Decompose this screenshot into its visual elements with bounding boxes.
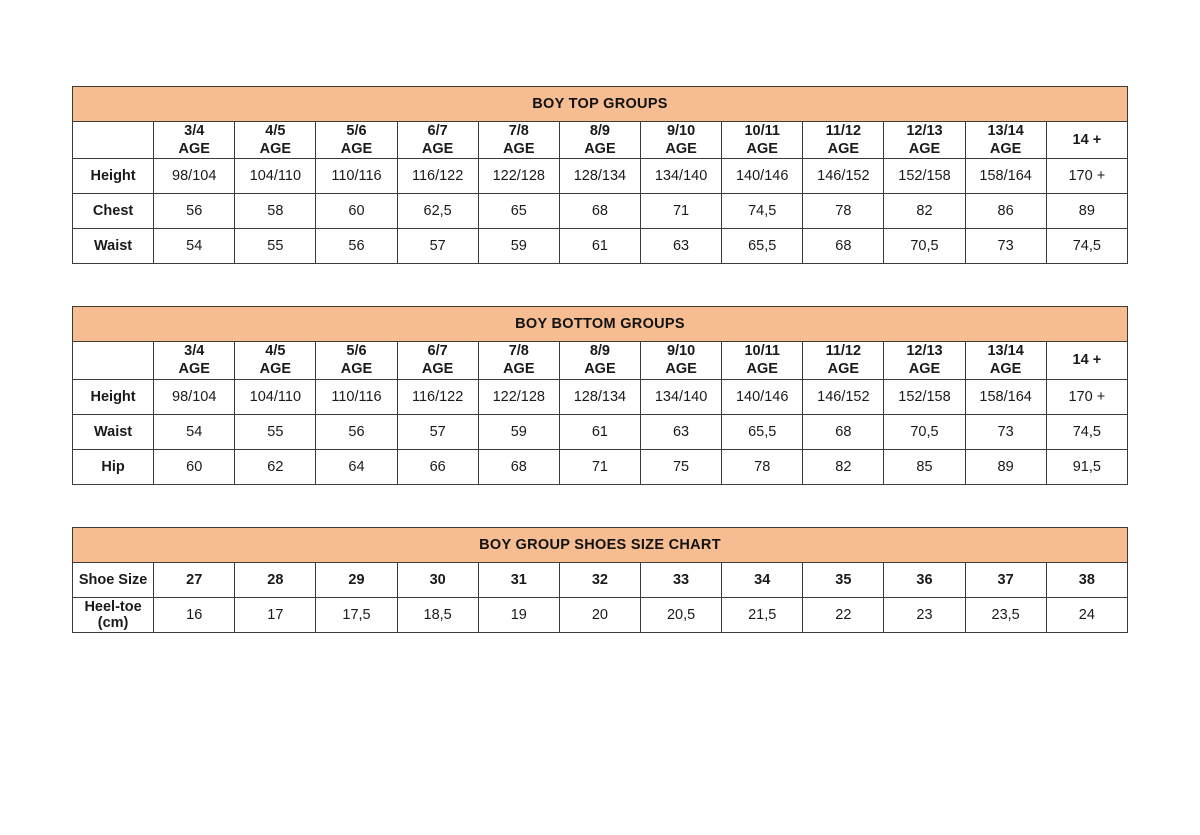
column-header-line1: 8/9 (589, 123, 610, 139)
column-header (965, 342, 1046, 379)
row-label: Heel-toe (cm) (73, 597, 154, 632)
column-header-line1: 3/4 (184, 123, 205, 139)
column-header (235, 122, 316, 159)
column-header (884, 122, 965, 159)
table-cell: 23,5 (965, 597, 1046, 632)
table-cell: 134/140 (640, 159, 721, 194)
column-header-line2: AGE (746, 141, 778, 158)
table-cell: 62 (235, 449, 316, 484)
table-cell: 91,5 (1046, 449, 1127, 484)
row-label: Chest (73, 194, 154, 229)
column-header-line2: AGE (503, 361, 535, 378)
column-header-line1: 12/13 (906, 343, 943, 360)
row-label: Hip (73, 449, 154, 484)
corner-cell (73, 342, 154, 379)
table-cell: 152/158 (884, 159, 965, 194)
table-title: BOY GROUP SHOES SIZE CHART (73, 527, 1128, 562)
row-label: Waist (73, 229, 154, 264)
column-header-line2: AGE (178, 141, 210, 158)
table-cell: 98/104 (154, 159, 235, 194)
table-cell: 58 (235, 194, 316, 229)
column-header-line2: AGE (259, 361, 292, 378)
table-cell: 56 (316, 229, 397, 264)
boy-bottom-groups-table (72, 306, 1128, 484)
table-cell: 122/128 (478, 159, 559, 194)
table-cell: 85 (884, 449, 965, 484)
column-header-line1: 10/11 (744, 123, 780, 139)
column-header (722, 342, 803, 379)
table-cell: 78 (803, 194, 884, 229)
table-cell: 78 (722, 449, 803, 484)
table-cell: 122/128 (478, 379, 559, 414)
column-header-line2: AGE (989, 361, 1022, 378)
column-header-line2: AGE (908, 141, 941, 158)
table-title: BOY BOTTOM GROUPS (73, 307, 1128, 342)
column-header-line2: AGE (827, 141, 860, 158)
table-cell: 31 (478, 562, 559, 597)
table-cell: 66 (397, 449, 478, 484)
column-header-line1: 10/11 (744, 343, 780, 360)
table-cell: 98/104 (154, 379, 235, 414)
table-cell: 82 (884, 194, 965, 229)
table-cell: 158/164 (965, 379, 1046, 414)
table-cell: 71 (640, 194, 721, 229)
table-row (73, 449, 1128, 484)
table-cell: 128/134 (559, 379, 640, 414)
table-cell: 74,5 (1046, 229, 1127, 264)
table-row (73, 229, 1128, 264)
table-cell: 17 (235, 597, 316, 632)
table-cell: 64 (316, 449, 397, 484)
table-cell: 68 (803, 414, 884, 449)
column-header (640, 342, 721, 379)
table-cell: 38 (1046, 562, 1127, 597)
table-row (73, 414, 1128, 449)
table-cell: 20,5 (640, 597, 721, 632)
table-cell: 70,5 (884, 229, 965, 264)
table-cell: 74,5 (722, 194, 803, 229)
table-cell: 68 (559, 194, 640, 229)
table-cell: 70,5 (884, 414, 965, 449)
table-title-row (73, 307, 1128, 342)
column-header-line2: AGE (989, 141, 1022, 158)
column-header-line1: 14 + (1072, 352, 1102, 369)
table-cell: 22 (803, 597, 884, 632)
column-header (884, 342, 965, 379)
table-cell: 55 (235, 229, 316, 264)
table-title: BOY TOP GROUPS (73, 87, 1128, 122)
table-cell: 68 (803, 229, 884, 264)
table-cell: 59 (478, 414, 559, 449)
table-cell: 75 (640, 449, 721, 484)
table-header-row (73, 342, 1128, 379)
table-row (73, 562, 1128, 597)
column-header (559, 122, 640, 159)
table-row (73, 194, 1128, 229)
table-cell: 82 (803, 449, 884, 484)
table-cell: 30 (397, 562, 478, 597)
corner-cell (73, 122, 154, 159)
column-header-line2: AGE (908, 361, 941, 378)
table-cell: 19 (478, 597, 559, 632)
table-cell: 116/122 (397, 159, 478, 194)
table-cell: 57 (397, 229, 478, 264)
column-header-line2: AGE (584, 141, 616, 158)
column-header-line1: 3/4 (184, 343, 205, 360)
table-cell: 17,5 (316, 597, 397, 632)
table-cell: 32 (559, 562, 640, 597)
boy-shoes-size-table (72, 527, 1128, 633)
column-header-line1: 11/12 (825, 343, 862, 360)
boy-top-groups-table (72, 86, 1128, 264)
table-title-row (73, 527, 1128, 562)
table-cell: 60 (154, 449, 235, 484)
table-cell: 54 (154, 229, 235, 264)
table-cell: 23 (884, 597, 965, 632)
table-cell: 128/134 (559, 159, 640, 194)
table-cell: 54 (154, 414, 235, 449)
column-header-line2: AGE (584, 361, 616, 378)
column-header (154, 342, 235, 379)
column-header-line1: 9/10 (666, 343, 696, 360)
table-cell: 56 (316, 414, 397, 449)
column-header (1046, 122, 1127, 159)
column-header-line1: 4/5 (265, 343, 286, 360)
table-cell: 60 (316, 194, 397, 229)
column-header-line1: 5/6 (346, 343, 367, 360)
column-header-line1: 5/6 (346, 123, 367, 139)
table-cell: 21,5 (722, 597, 803, 632)
table-cell: 59 (478, 229, 559, 264)
table-cell: 20 (559, 597, 640, 632)
column-header-line2: AGE (827, 361, 860, 378)
table-cell: 37 (965, 562, 1046, 597)
table-cell: 18,5 (397, 597, 478, 632)
table-cell: 73 (965, 414, 1046, 449)
table-cell: 140/146 (722, 379, 803, 414)
column-header (803, 122, 884, 159)
table-row (73, 159, 1128, 194)
table-cell: 63 (640, 414, 721, 449)
column-header-line2: AGE (340, 361, 373, 378)
table-cell: 74,5 (1046, 414, 1127, 449)
column-header (640, 122, 721, 159)
table-cell: 158/164 (965, 159, 1046, 194)
table-cell: 134/140 (640, 379, 721, 414)
column-header-line1: 13/14 (987, 123, 1024, 139)
column-header-line2: AGE (178, 361, 210, 378)
table-cell: 89 (965, 449, 1046, 484)
table-cell: 152/158 (884, 379, 965, 414)
table-cell: 55 (235, 414, 316, 449)
column-header-line1: 6/7 (427, 123, 448, 139)
table-cell: 28 (235, 562, 316, 597)
column-header (478, 342, 559, 379)
row-label: Height (73, 159, 154, 194)
table-cell: 61 (559, 414, 640, 449)
row-label: Height (73, 379, 154, 414)
column-header-line1: 7/8 (508, 123, 529, 139)
table-cell: 29 (316, 562, 397, 597)
column-header (965, 122, 1046, 159)
table-cell: 140/146 (722, 159, 803, 194)
column-header (722, 122, 803, 159)
column-header-line2: AGE (665, 361, 697, 378)
column-header-line1: 12/13 (906, 123, 943, 139)
column-header-line2: AGE (259, 141, 292, 158)
table-cell: 170 + (1046, 159, 1127, 194)
table-row (73, 597, 1128, 632)
table-cell: 146/152 (803, 379, 884, 414)
table-cell: 73 (965, 229, 1046, 264)
table-cell: 24 (1046, 597, 1127, 632)
column-header-line1: 4/5 (265, 123, 286, 139)
row-label: Waist (73, 414, 154, 449)
table-cell: 86 (965, 194, 1046, 229)
table-cell: 65,5 (722, 229, 803, 264)
table-cell: 104/110 (235, 159, 316, 194)
column-header-line1: 8/9 (589, 343, 610, 360)
table-cell: 16 (154, 597, 235, 632)
row-label: Shoe Size (73, 562, 154, 597)
table-cell: 57 (397, 414, 478, 449)
column-header (235, 342, 316, 379)
column-header-line1: 6/7 (427, 343, 448, 360)
column-header (559, 342, 640, 379)
table-cell: 116/122 (397, 379, 478, 414)
table-cell: 68 (478, 449, 559, 484)
column-header (316, 122, 397, 159)
table-header-row (73, 122, 1128, 159)
table-cell: 35 (803, 562, 884, 597)
column-header (316, 342, 397, 379)
column-header-line2: AGE (421, 141, 454, 158)
column-header-line1: 9/10 (666, 123, 696, 139)
column-header-line1: 14 + (1072, 132, 1102, 149)
table-cell: 110/116 (316, 159, 397, 194)
table-cell: 65 (478, 194, 559, 229)
column-header-line2: AGE (503, 141, 535, 158)
table-cell: 89 (1046, 194, 1127, 229)
table-cell: 63 (640, 229, 721, 264)
column-header-line2: AGE (340, 141, 373, 158)
table-title-row (73, 87, 1128, 122)
table-cell: 61 (559, 229, 640, 264)
column-header (154, 122, 235, 159)
table-cell: 36 (884, 562, 965, 597)
table-cell: 170 + (1046, 379, 1127, 414)
column-header-line2: AGE (665, 141, 697, 158)
table-cell: 65,5 (722, 414, 803, 449)
table-cell: 34 (722, 562, 803, 597)
table-cell: 56 (154, 194, 235, 229)
column-header-line2: AGE (746, 361, 778, 378)
table-cell: 33 (640, 562, 721, 597)
column-header (478, 122, 559, 159)
column-header (1046, 342, 1127, 379)
column-header (803, 342, 884, 379)
table-cell: 62,5 (397, 194, 478, 229)
table-row (73, 379, 1128, 414)
column-header (397, 342, 478, 379)
table-cell: 27 (154, 562, 235, 597)
table-cell: 146/152 (803, 159, 884, 194)
column-header-line1: 7/8 (508, 343, 529, 360)
table-cell: 71 (559, 449, 640, 484)
column-header-line1: 11/12 (825, 123, 862, 139)
column-header-line2: AGE (421, 361, 454, 378)
column-header (397, 122, 478, 159)
table-cell: 110/116 (316, 379, 397, 414)
table-cell: 104/110 (235, 379, 316, 414)
column-header-line1: 13/14 (987, 343, 1024, 360)
